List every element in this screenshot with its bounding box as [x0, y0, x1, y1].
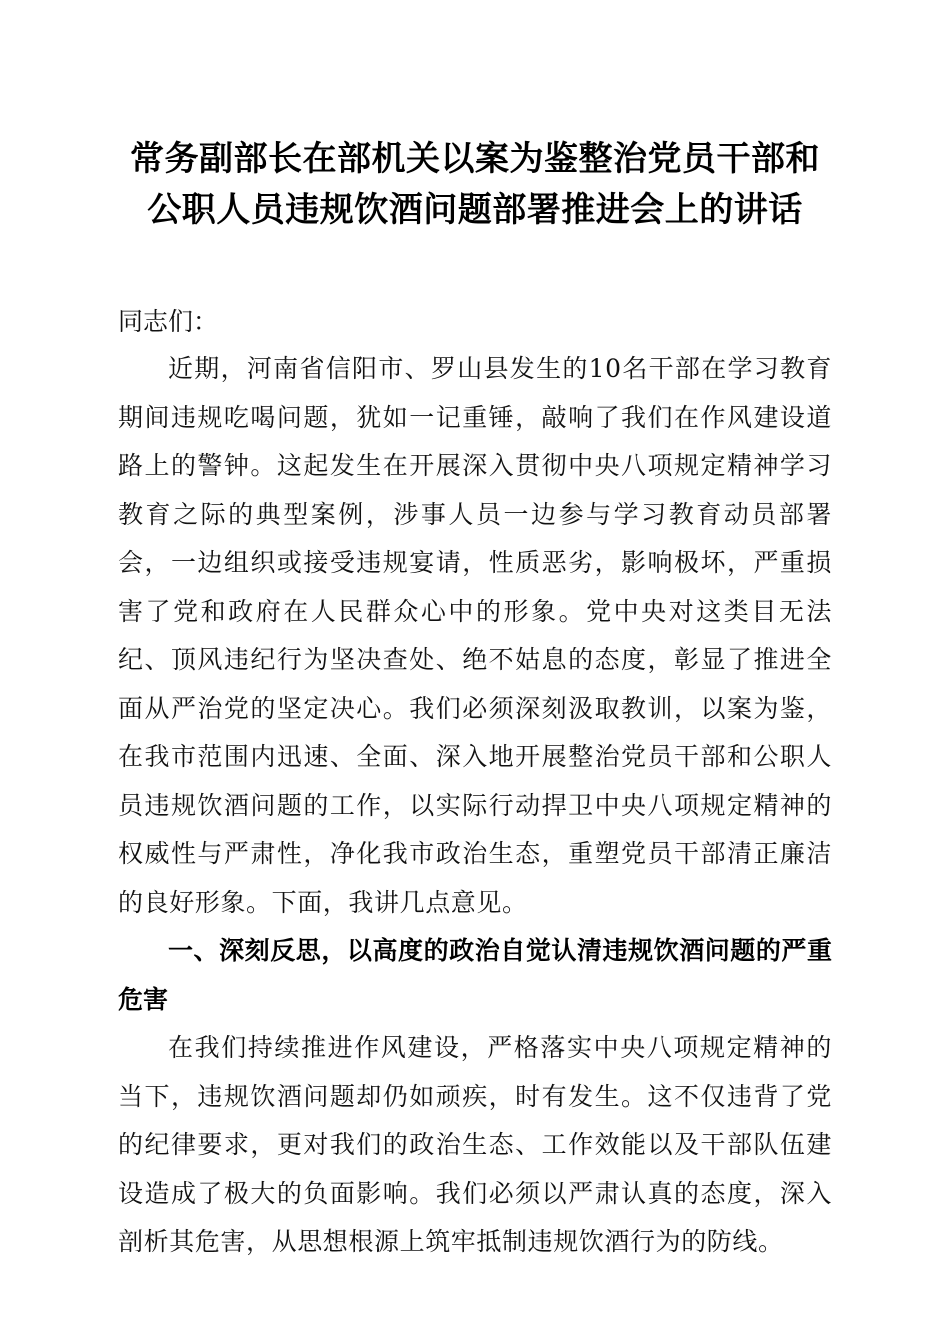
- document-page: [118, 134, 832, 1267]
- title-line-1: 常务副部长在部机关以案为鉴整治党员干部和: [130, 139, 820, 179]
- salutation: 同志们：: [118, 307, 219, 336]
- section-1-paragraph: 在我们持续推进作风建设，严格落实中央八项规定精神的当下，违规饮酒问题却仍如顽疾，时有发生。这不仅违背了党的纪律要求，更对我们的政治生态、工作效能以及干部队伍建设造成了极大的负面影响。我们必须以严肃认真的态度，深入剖析其危害，从思想根源上筑牢抵制违规饮酒行为的防线。: [118, 1033, 832, 1256]
- section-1-heading: 一、深刻反思，以高度的政治自觉认清违规饮酒问题的严重危害: [118, 936, 832, 1014]
- intro-paragraph: 近期，河南省信阳市、罗山县发生的10名干部在学习教育期间违规吃喝问题，犹如一记重锤，敲响了我们在作风建设道路上的警钟。这起发生在开展深入贯彻中央八项规定精神学习教育之际的典型案例，涉事人员一边参与学习教育动员部署会，一边组织或接受违规宴请，性质恶劣，影响极坏，严重损害了党和政府在人民群众心中的形象。党中央对这类目无法纪、顶风违纪行为坚决查处、绝不姑息的态度，彰显了推进全面从严治党的坚定决心。我们必须深刻汲取教训，以案为鉴，在我市范围内迅速、全面、深入地开展整治党员干部和公职人员违规饮酒问题的工作，以实际行动捍卫中央八项规定精神的权威性与严肃性，净化我市政治生态，重塑党员干部清正廉洁的良好形象。下面，我讲几点意见。: [118, 354, 832, 917]
- document-title: [118, 134, 832, 236]
- title-line-2: 公职人员违规饮酒问题部署推进会上的讲话: [147, 190, 803, 230]
